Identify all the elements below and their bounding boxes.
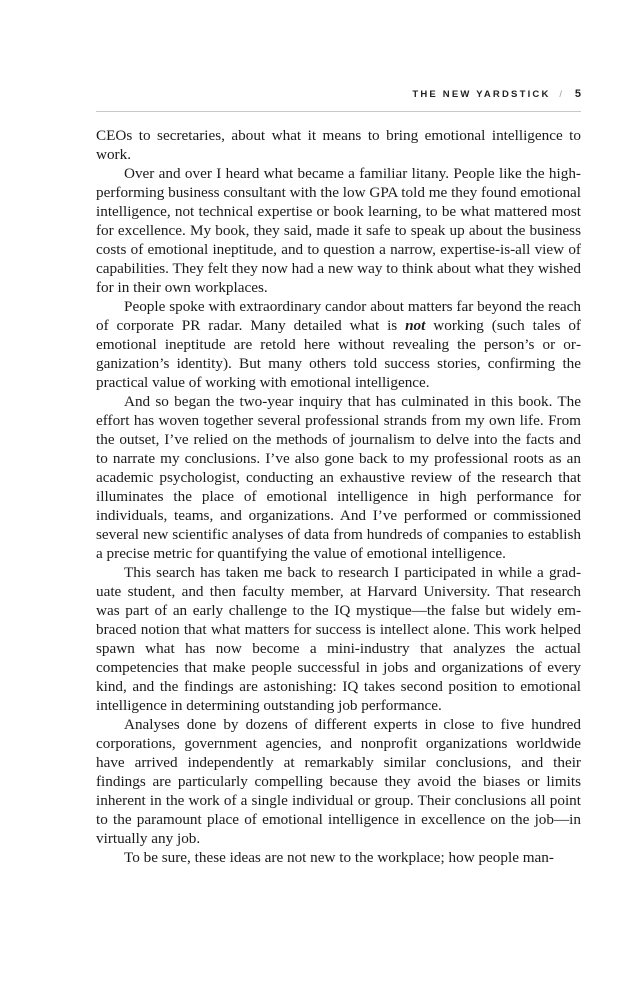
running-head [96,88,581,100]
paragraph-6: Analyses done by dozens of different experts in close to five hundred corporations, government agencies, and nonprofit organizations worldwide have arrived independently at remarkably similar conclusions, and their findings are particularly compelling because they avoid the biases or limits inherent in the work of a single individual or group. Their conclusions all point to the paramount place of emotional intelligence in excellence on the job—in virtually any job. [96,716,581,847]
paragraph-2: Over and over I heard what became a familiar litany. People like the high-performing business consultant with the low GPA told me they found emotional intelligence, not technical expertise or book learning, to be what mattered most for excellence. My book, they said, made it safe to speak up about the business costs of emotional ineptitude, and to question a narrow, expertise-is-all view of capabilities. They felt they now had a new way to think about what they wished for in their own workplaces. [96,165,581,296]
header-rule [96,111,581,112]
paragraph-4: And so began the two-year inquiry that has culminated in this book. The effort has woven together several professional strands from my own life. From the outset, I’ve relied on the methods of journalism to delve into the facts and to narrate my conclusions. I’ve also gone back to my professional roots as an academic psychologist, conducting an exhaustive review of the research that illuminates the place of emotional intelligence in high performance for individuals, teams, and organizations. And I’ve performed or commissioned several new scientific analyses of data from hundreds of companies to establish a precise metric for quantifying the value of emotional intelligence. [96,393,581,562]
page-number: 5 [574,88,581,100]
header-separator: / [559,89,563,100]
emphasis-not: not [405,317,426,334]
paragraph-3 [96,297,581,392]
body-text [96,126,581,867]
paragraph-1: CEOs to secretaries, about what it means to bring emotional intelligence to work. [96,127,581,163]
paragraph-5: This search has taken me back to research I participated in while a graduate student, and then faculty member, at Harvard University. That research was part of an early challenge to the IQ mystique—the false but widely embraced notion that what matters for success is intellect alone. This work helped spawn what has now become a mini-industry that analyzes the actual competencies that make people successful in jobs and organizations of every kind, and the findings are astonishing: IQ takes second position to emotional intelligence in determining outstanding job performance. [96,564,581,714]
paragraph-7: To be sure, these ideas are not new to the workplace; how people man- [124,849,554,866]
paragraph-3-after: working (such tales of emotional ineptitude are retold here without revealing the person’s or organization’s identity). But many others told success stories, confirming the practical value of working with emotional intelligence. [96,317,581,391]
running-title: THE NEW YARDSTICK [412,89,551,100]
paragraph-3-before: People spoke with extraordinary candor about matters far beyond the reach of corporate PR radar. Many detailed what is [96,298,581,334]
